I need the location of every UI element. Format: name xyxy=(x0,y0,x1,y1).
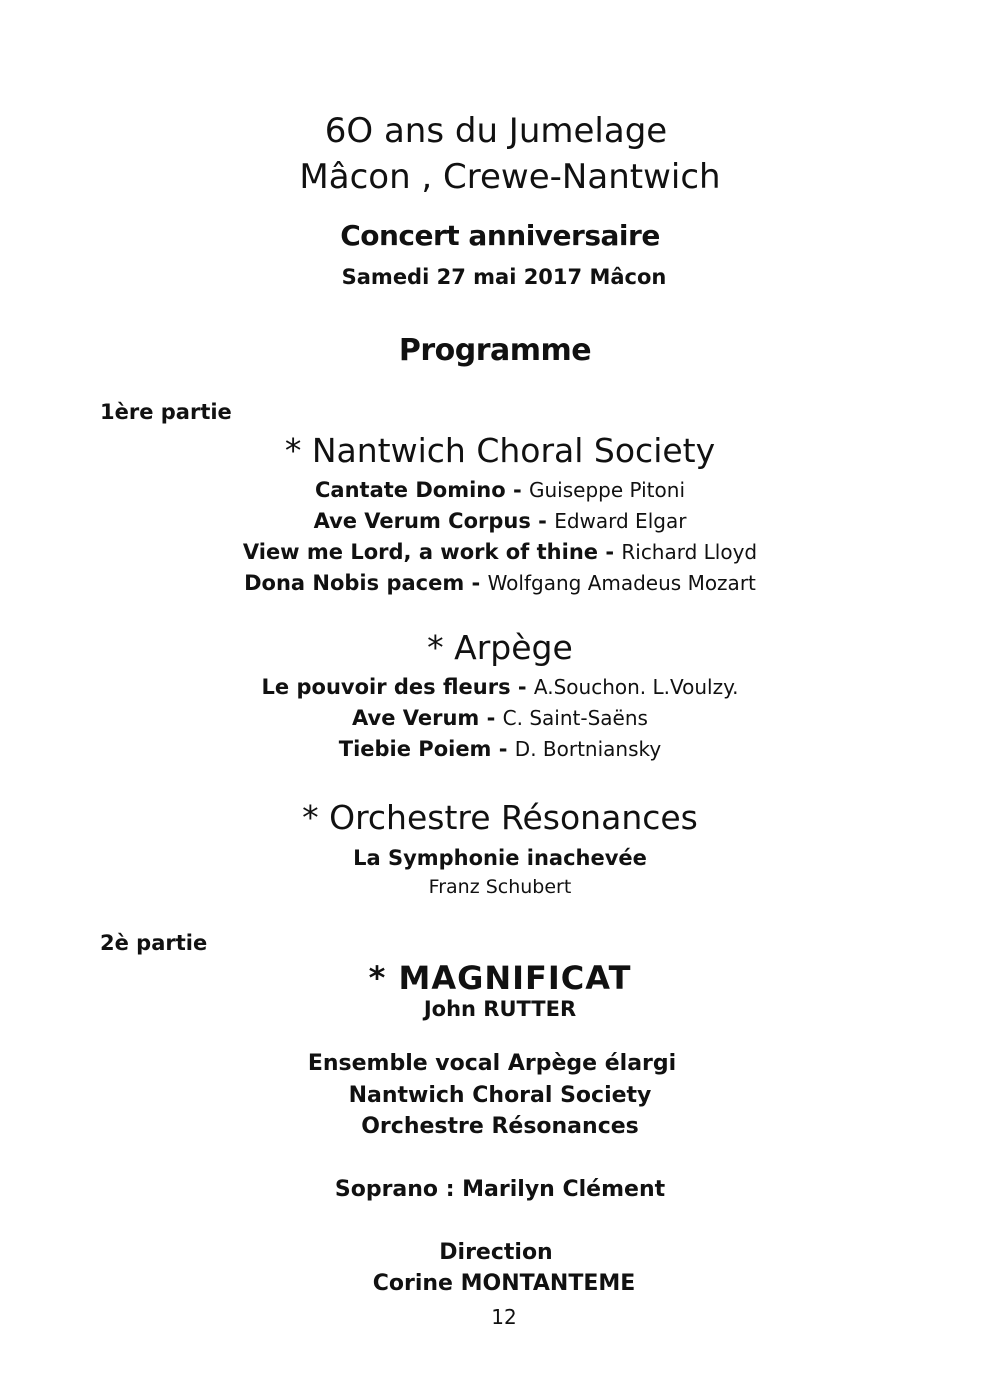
ensemble-line: Ensemble vocal Arpège élargi xyxy=(307,1051,677,1076)
work-line xyxy=(0,737,1000,761)
work-title: Le pouvoir des fleurs xyxy=(261,675,511,699)
work-title: Ave Verum xyxy=(352,706,480,730)
magnificat-title: * MAGNIFICAT xyxy=(368,959,632,997)
work-separator: - xyxy=(491,737,515,761)
part1-label: 1ère partie xyxy=(100,400,232,424)
soprano-line: Soprano : Marilyn Clément xyxy=(334,1177,666,1202)
work-separator: - xyxy=(505,478,529,502)
magnificat-composer: John RUTTER xyxy=(423,997,577,1021)
work-title: La Symphonie inachevée xyxy=(353,846,647,870)
work-line xyxy=(0,571,1000,595)
work-title: Ave Verum Corpus xyxy=(313,509,531,533)
ensemble-line: Nantwich Choral Society xyxy=(348,1083,652,1108)
work-composer: Guiseppe Pitoni xyxy=(529,478,685,502)
work-line xyxy=(0,478,1000,502)
work-title: Tiebie Poiem xyxy=(338,737,492,761)
work-composer: Franz Schubert xyxy=(428,876,572,898)
group-title-orchestre: * Orchestre Résonances xyxy=(302,798,698,837)
direction-label: Direction xyxy=(439,1240,553,1265)
work-composer: Wolfgang Amadeus Mozart xyxy=(487,571,756,595)
work-line xyxy=(0,540,1000,564)
header-title-line2: Mâcon , Crewe-Nantwich xyxy=(299,157,721,197)
group-title-nantwich: * Nantwich Choral Society xyxy=(284,431,716,470)
work-composer: C. Saint-Saëns xyxy=(502,706,648,730)
work-separator: - xyxy=(598,540,622,564)
concert-subtitle: Concert anniversaire xyxy=(340,219,660,252)
work-composer: Edward Elgar xyxy=(554,509,687,533)
work-line xyxy=(0,706,1000,730)
header-title-line1: 6O ans du Jumelage xyxy=(324,111,668,151)
work-separator: - xyxy=(530,509,555,533)
work-line xyxy=(0,675,1000,699)
director-name: Corine MONTANTEME xyxy=(372,1271,636,1296)
work-separator: - xyxy=(464,571,488,595)
work-title: Dona Nobis pacem xyxy=(244,571,465,595)
concert-date: Samedi 27 mai 2017 Mâcon xyxy=(341,265,667,289)
work-line xyxy=(0,509,1000,533)
work-separator: - xyxy=(479,706,503,730)
part2-label: 2è partie xyxy=(100,931,208,955)
work-title: View me Lord, a work of thine xyxy=(242,540,599,564)
work-separator: - xyxy=(510,675,534,699)
programme-heading: Programme xyxy=(398,333,592,368)
page-number: 12 xyxy=(491,1305,517,1329)
group-title-arpege: * Arpège xyxy=(427,628,573,667)
work-composer: D. Bortniansky xyxy=(514,737,662,761)
ensemble-line: Orchestre Résonances xyxy=(361,1114,639,1139)
work-title: Cantate Domino xyxy=(315,478,506,502)
work-composer: Richard Lloyd xyxy=(621,540,758,564)
work-composer: A.Souchon. L.Voulzy. xyxy=(533,675,739,699)
